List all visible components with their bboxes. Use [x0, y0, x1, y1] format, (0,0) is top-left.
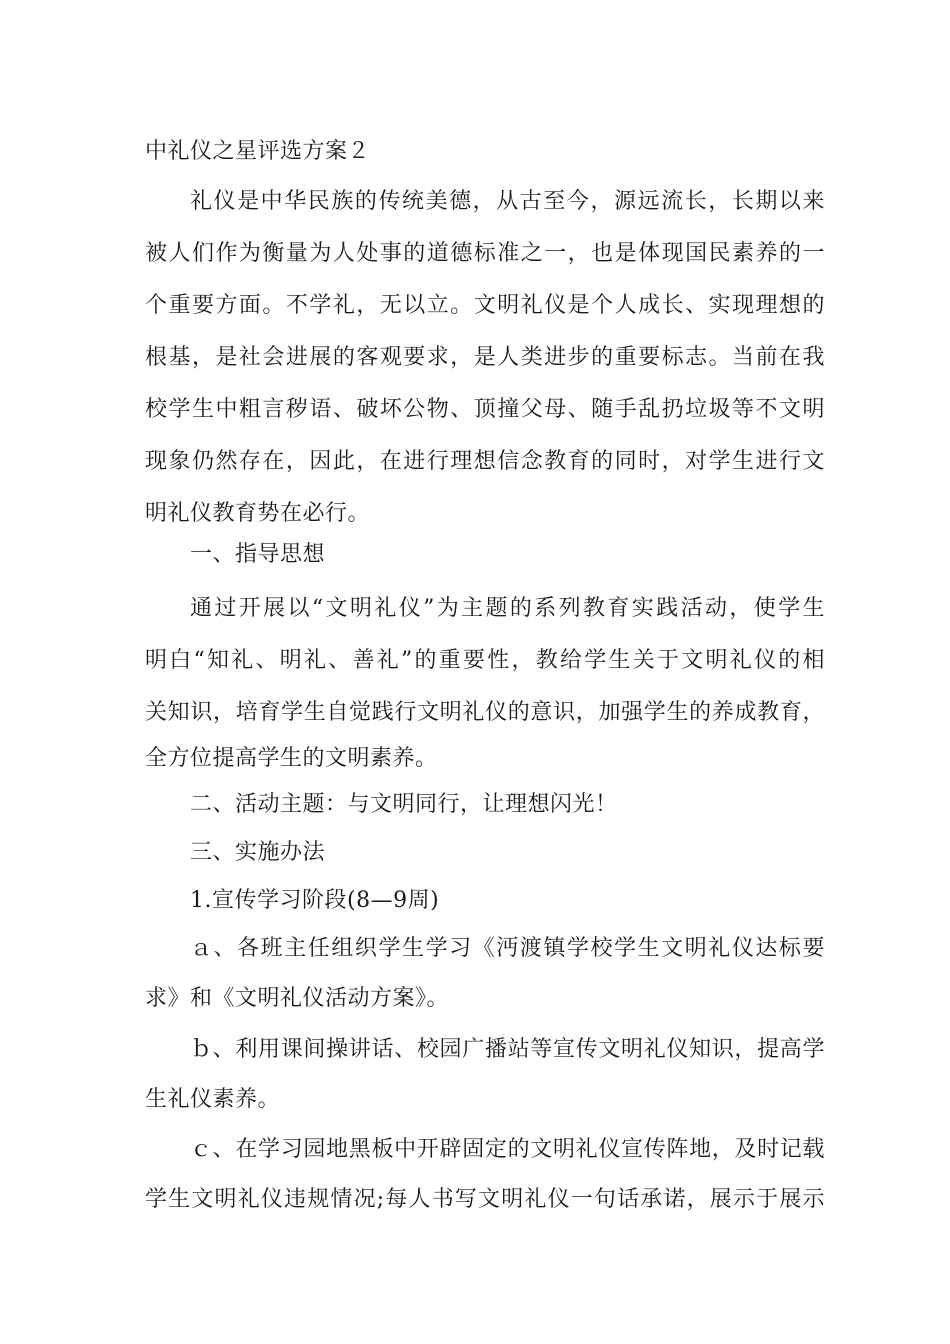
item-b-line-1: ｂ、利用课间操讲话、校园广播站等宣传文明礼仪知识，提高学 — [190, 1037, 825, 1062]
paragraph-2-line-3: 关知识，培育学生自觉践行文明礼仪的意识，加强学生的养成教育， — [145, 700, 825, 725]
paragraph-1-line-6: 现象仍然存在，因此，在进行理想信念教育的同时，对学生进行文 — [145, 449, 825, 474]
heading-activity-theme: 二、活动主题：与文明同行，让理想闪光！ — [190, 792, 618, 817]
item-a-line-1: ａ、各班主任组织学生学习《沔渡镇学校学生文明礼仪达标要 — [190, 936, 825, 961]
paragraph-2-line-4: 全方位提高学生的文明素养。 — [145, 746, 438, 771]
paragraph-1-line-3: 个重要方面。不学礼，无以立。文明礼仪是个人成长、实现理想的 — [145, 293, 825, 318]
paragraph-1-line-1: 礼仪是中华民族的传统美德，从古至今，源远流长，长期以来 — [190, 189, 825, 214]
paragraph-1-line-2: 被人们作为衡量为人处事的道德标准之一，也是体现国民素养的一 — [145, 241, 825, 266]
item-c-line-1: ｃ、在学习园地黑板中开辟固定的文明礼仪宣传阵地，及时记载 — [190, 1137, 825, 1162]
paragraph-1-line-7: 明礼仪教育势在必行。 — [145, 501, 371, 526]
paragraph-2-line-1: 通过开展以“文明礼仪”为主题的系列教育实践活动，使学生 — [190, 596, 825, 621]
step-1-heading: 1.宣传学习阶段(8—9周) — [190, 888, 440, 913]
heading-guiding-thought: 一、指导思想 — [190, 542, 326, 567]
item-a-line-2: 求》和《文明礼仪活动方案》。 — [145, 986, 450, 1011]
item-b-line-2: 生礼仪素养。 — [145, 1087, 281, 1112]
document-title: 中礼仪之星评选方案２ — [145, 139, 371, 164]
paragraph-2-line-2: 明白“知礼、明礼、善礼”的重要性，教给学生关于文明礼仪的相 — [145, 648, 825, 673]
heading-implementation: 三、实施办法 — [190, 840, 326, 865]
paragraph-1-line-4: 根基，是社会进展的客观要求，是人类进步的重要标志。当前在我 — [145, 345, 825, 370]
item-c-line-2: 学生文明礼仪违规情况;每人书写文明礼仪一句话承诺，展示于展示 — [145, 1187, 825, 1212]
paragraph-1-line-5: 校学生中粗言秽语、破坏公物、顶撞父母、随手乱扔垃圾等不文明 — [145, 397, 825, 422]
